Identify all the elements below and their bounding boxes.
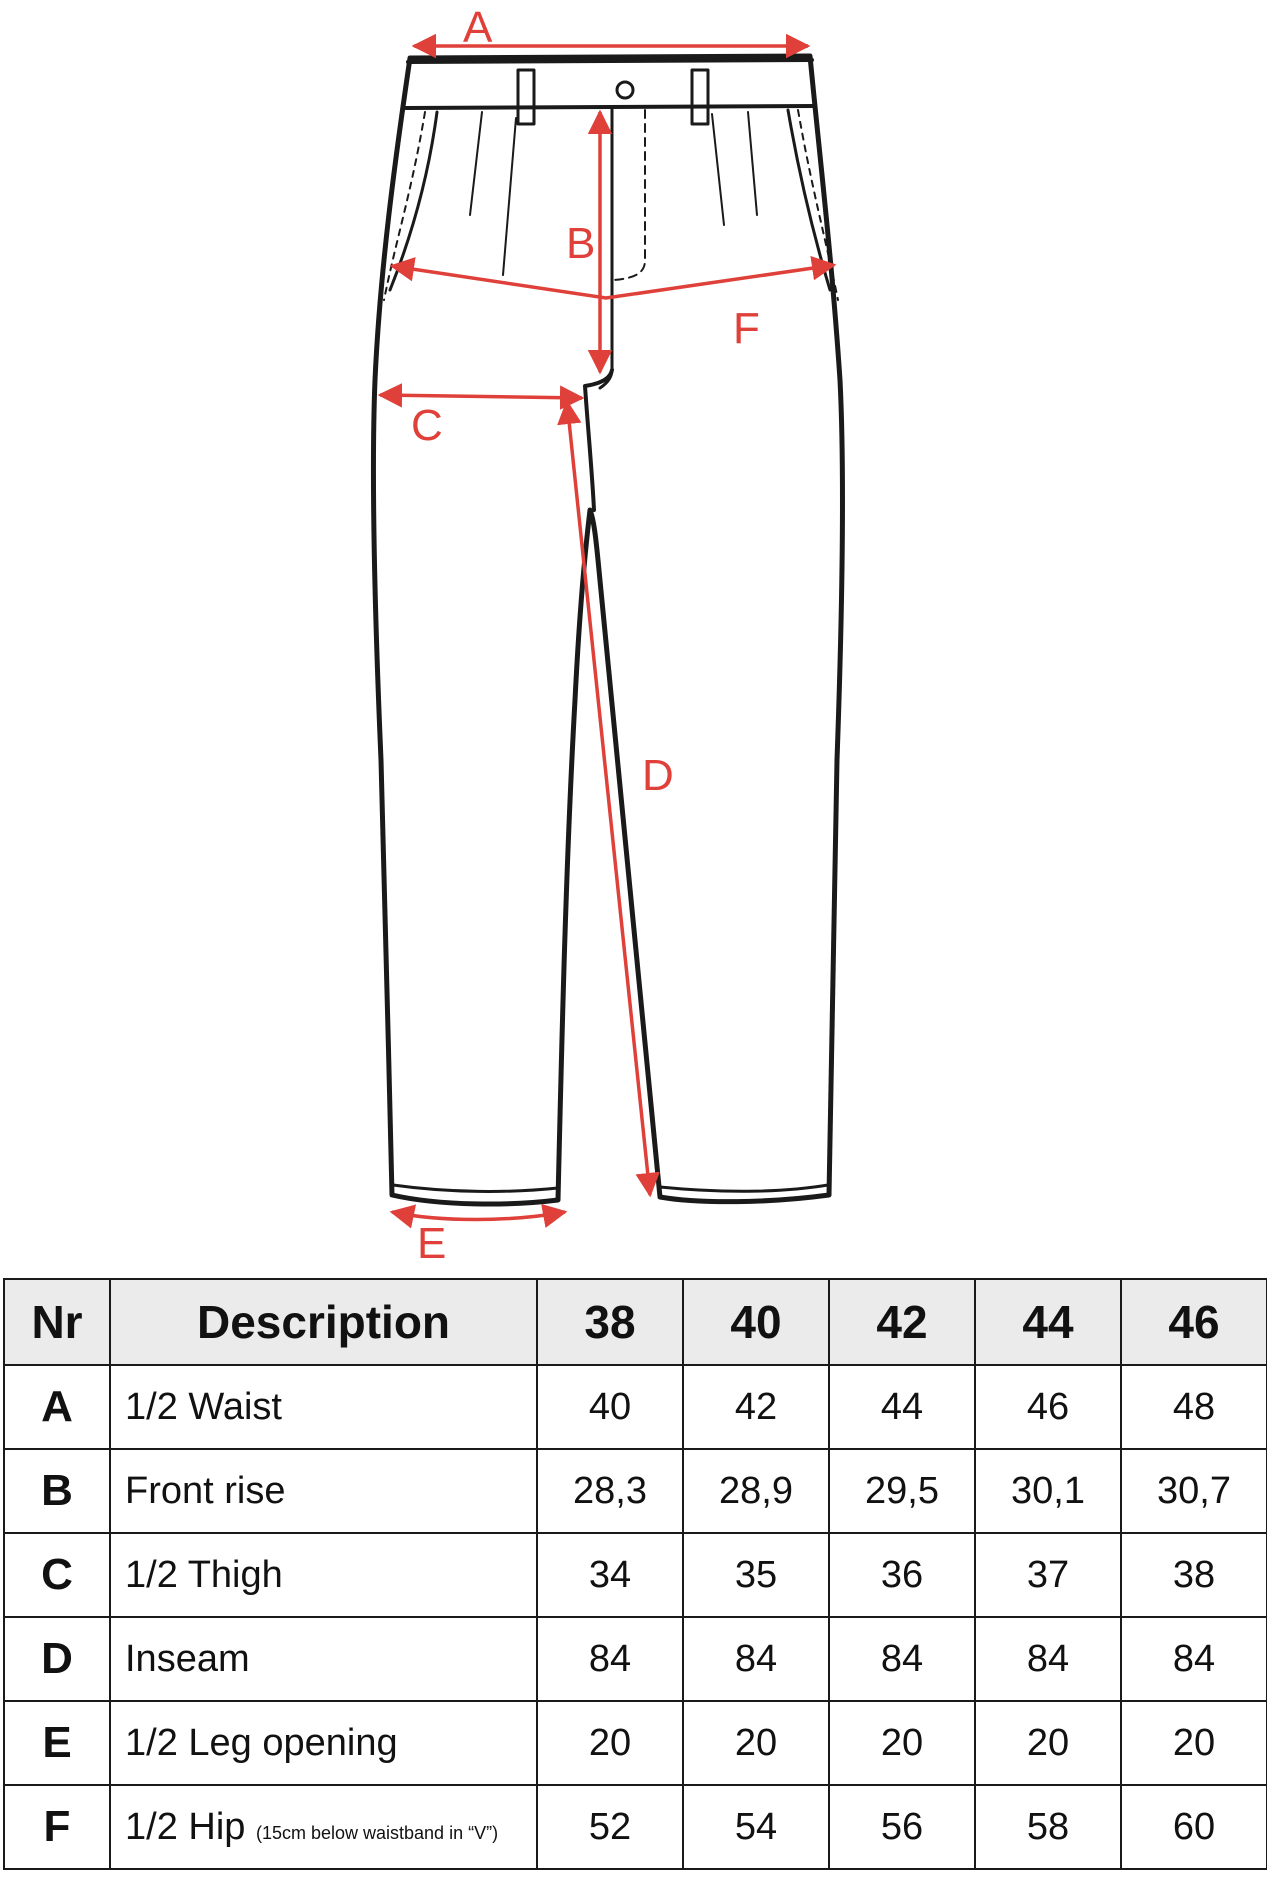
row-value: 46 bbox=[975, 1365, 1121, 1449]
description-text: 1/2 Waist bbox=[125, 1385, 282, 1428]
label-c: C bbox=[411, 401, 443, 450]
row-description bbox=[110, 1449, 537, 1533]
label-d: D bbox=[642, 751, 674, 800]
label-e: E bbox=[417, 1219, 447, 1268]
row-nr: A bbox=[4, 1365, 110, 1449]
row-description bbox=[110, 1365, 537, 1449]
table-row bbox=[4, 1365, 1267, 1449]
row-value: 20 bbox=[1121, 1701, 1267, 1785]
row-value: 84 bbox=[975, 1617, 1121, 1701]
row-value: 58 bbox=[975, 1785, 1121, 1869]
table-row bbox=[4, 1785, 1267, 1869]
row-value: 36 bbox=[829, 1533, 975, 1617]
row-value: 40 bbox=[537, 1365, 683, 1449]
row-value: 54 bbox=[683, 1785, 829, 1869]
header-size: 42 bbox=[829, 1279, 975, 1365]
description-note: (15cm below waistband in “V”) bbox=[255, 1822, 499, 1843]
size-chart-table bbox=[3, 1278, 1267, 1870]
description-text: 1/2 Leg opening bbox=[125, 1721, 398, 1764]
row-value: 29,5 bbox=[829, 1449, 975, 1533]
row-value: 35 bbox=[683, 1533, 829, 1617]
header-size: 44 bbox=[975, 1279, 1121, 1365]
row-value: 20 bbox=[683, 1701, 829, 1785]
header-size: 40 bbox=[683, 1279, 829, 1365]
row-value: 20 bbox=[829, 1701, 975, 1785]
row-nr: C bbox=[4, 1533, 110, 1617]
row-value: 20 bbox=[975, 1701, 1121, 1785]
row-value: 44 bbox=[829, 1365, 975, 1449]
label-a: A bbox=[463, 3, 493, 52]
table-row bbox=[4, 1617, 1267, 1701]
row-value: 20 bbox=[537, 1701, 683, 1785]
row-value: 30,7 bbox=[1121, 1449, 1267, 1533]
label-f: F bbox=[733, 304, 760, 353]
trousers-drawing bbox=[373, 56, 842, 1204]
row-value: 42 bbox=[683, 1365, 829, 1449]
row-value: 56 bbox=[829, 1785, 975, 1869]
row-value: 34 bbox=[537, 1533, 683, 1617]
table-row bbox=[4, 1533, 1267, 1617]
row-value: 52 bbox=[537, 1785, 683, 1869]
header-size: 46 bbox=[1121, 1279, 1267, 1365]
row-nr: D bbox=[4, 1617, 110, 1701]
table-header-row bbox=[4, 1279, 1267, 1365]
row-value: 48 bbox=[1121, 1365, 1267, 1449]
row-value: 60 bbox=[1121, 1785, 1267, 1869]
row-value: 84 bbox=[829, 1617, 975, 1701]
header-nr: Nr bbox=[4, 1279, 110, 1365]
row-nr: E bbox=[4, 1701, 110, 1785]
description-text: 1/2 Hip bbox=[125, 1805, 246, 1848]
row-description bbox=[110, 1701, 537, 1785]
row-value: 84 bbox=[1121, 1617, 1267, 1701]
row-nr: F bbox=[4, 1785, 110, 1869]
row-nr: B bbox=[4, 1449, 110, 1533]
header-size: 38 bbox=[537, 1279, 683, 1365]
row-value: 30,1 bbox=[975, 1449, 1121, 1533]
row-value: 84 bbox=[537, 1617, 683, 1701]
row-value: 37 bbox=[975, 1533, 1121, 1617]
row-value: 28,3 bbox=[537, 1449, 683, 1533]
header-description: Description bbox=[110, 1279, 537, 1365]
row-value: 28,9 bbox=[683, 1449, 829, 1533]
row-description bbox=[110, 1617, 537, 1701]
row-description bbox=[110, 1533, 537, 1617]
row-description bbox=[110, 1785, 537, 1869]
description-text: Front rise bbox=[125, 1469, 286, 1512]
row-value: 38 bbox=[1121, 1533, 1267, 1617]
description-text: Inseam bbox=[125, 1637, 250, 1680]
description-text: 1/2 Thigh bbox=[125, 1553, 283, 1596]
trousers-outline bbox=[373, 56, 842, 1204]
label-b: B bbox=[566, 219, 596, 268]
row-value: 84 bbox=[683, 1617, 829, 1701]
table-row bbox=[4, 1701, 1267, 1785]
table-row bbox=[4, 1449, 1267, 1533]
